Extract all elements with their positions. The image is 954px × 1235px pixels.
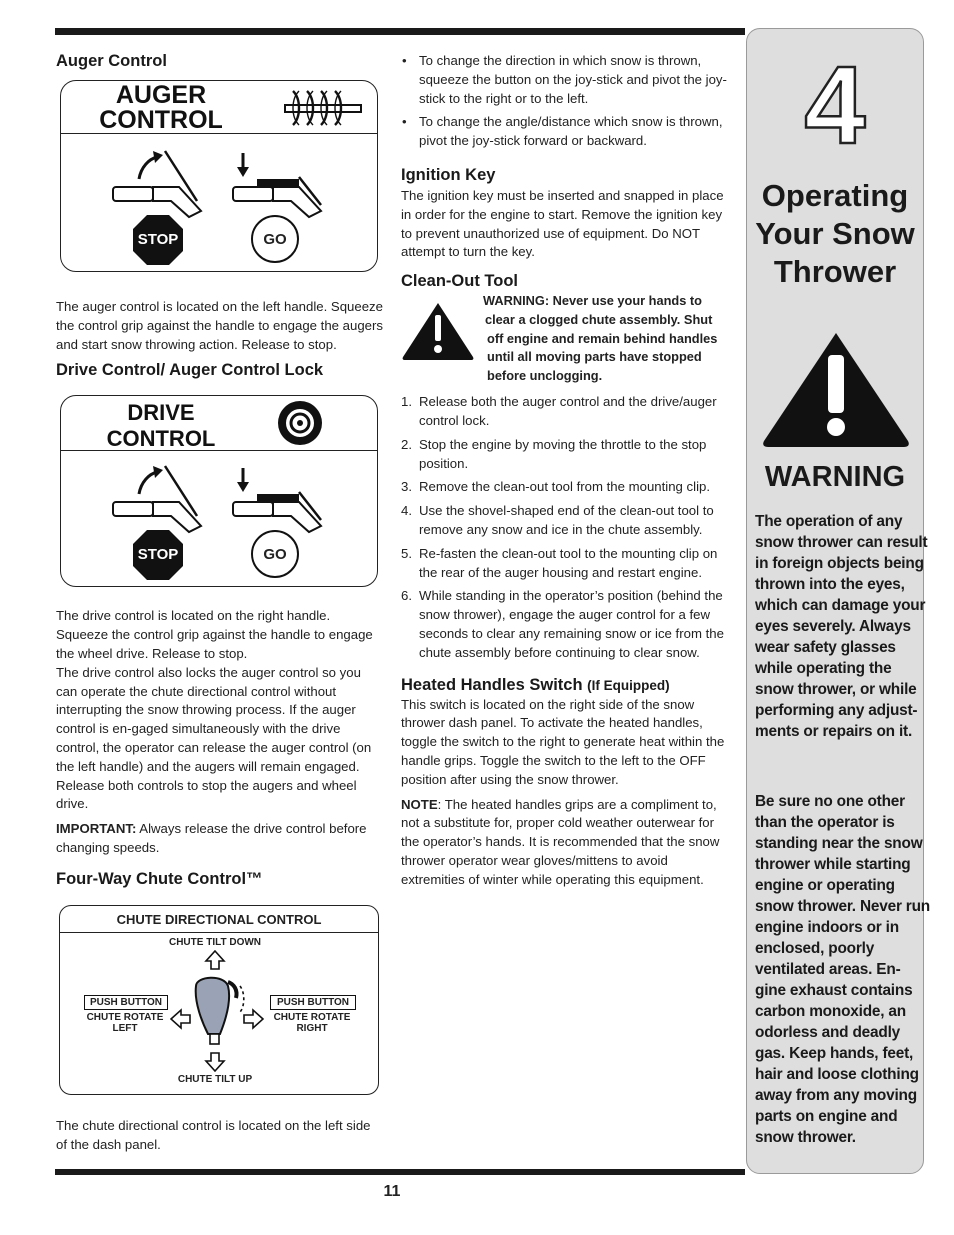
warning-title: WARNING [764,461,906,493]
chapter-sidebar [746,28,930,1174]
ignition-key-heading: Ignition Key [401,165,496,184]
heated-handles-heading: Heated Handles Switch (If Equipped) [401,675,670,694]
tilt-down-label: CHUTE TILT DOWN [168,936,262,948]
drive-lock-text: The drive control also locks the auger control so you can operate the chute directional control without interrupting the snow throwing process. If the auger control is en-gaged simultaneously with the drive control, the operator can release the auger control (on the left handle) and the augers will remain engaged. Release both controls to stop the augers and wheel drive. [56,664,372,812]
warning-text: WARNING: Never use your hands to clear a clogged chute assembly. Shut off engine and remain behind handles until all moving parts have stopped before unclogging. [483,293,718,383]
list-item: 5. Re-fasten the clean-out tool to the mounting clip on the rear of the auger housing and restart engine. [401,545,718,580]
top-rule [55,28,745,35]
auger-icon [283,85,363,131]
clean-out-tool-heading: Clean-Out Tool [401,272,519,291]
drive-control-heading: Drive Control/ Auger Control Lock [56,361,324,380]
tilt-up-label: CHUTE TILT UP [177,1073,253,1085]
stop-label: STOP [137,546,179,564]
list-item: 2. Stop the engine by moving the throttle to the stop position. [401,436,707,471]
column-middle [401,52,731,890]
warning-triangle-icon [401,301,475,361]
decal-title: AUGER CONTROL [99,81,223,134]
list-item: • To change the angle/distance which snow is thrown, pivot the joy-stick forward or backward. [401,113,731,151]
page-number: 11 [383,1183,401,1200]
auger-control-heading: Auger Control [56,52,167,70]
ignition-key-text: The ignition key must be inserted and snapped in place in order for the engine to start. Remove the ignition key to prevent unauthorized use of equipment. Do NOT attempt to turn the key. [401,187,724,260]
arrow-left-icon [170,1008,192,1030]
handle-engage-icon [229,149,339,219]
handle-release-icon [109,464,219,534]
arrow-down-icon [204,1052,226,1072]
chapter-number: 4 [804,44,866,167]
chute-control-heading: Four-Way Chute Control™ [56,869,263,888]
heated-handles-note: NOTE: The heated handles grips are a compliment to, not a substitute for, proper cold weather outerwear for the operator’s hands. It is recommended that the snow thrower operator wear gloves/mittens to avoid extremities of winter while operating this equipment. [401,796,720,887]
chute-decal-title: CHUTE DIRECTIONAL CONTROL [116,911,322,927]
warning-triangle-icon [760,329,912,449]
chute-bullet-list [401,52,731,151]
important-note: IMPORTANT: Always release the drive control before changing speeds. [56,821,367,855]
list-item: 3. Remove the clean-out tool from the mounting clip. [401,479,711,495]
push-button-left: PUSH BUTTON [84,995,168,1010]
list-item: 6. While standing in the operator’s position (behind the snow thrower), engage the auger control for a few seconds to clear any remaining snow or ice from the chute assembly before continuing to clear snow. [401,588,724,660]
wheel-icon [275,398,325,448]
heated-handles-text: This switch is located on the right side of the snow thrower dash panel. To activate the heated handles, toggle the switch to the right to generate heat within the handle grips. Toggle the switch to the left to the OFF position after using the snow thrower. [401,696,725,787]
list-item: 1. Release both the auger control and the drive/auger control lock. [401,394,717,428]
drive-control-text: The drive control is located on the right handle. Squeeze the control grip against the handle to engage the wheel drive. Release to stop. [56,608,373,661]
warning-text-eyes: The operation of any snow thrower can result in foreign objects being thrown into the eyes, which can damage your eyes severely. Always wear safety glasses while operating the snow thrower, or while performing any adjust-ments or repairs on it. [755,513,928,740]
clean-out-warning [401,293,731,388]
arrow-right-icon [242,1008,264,1030]
list-item: 4. Use the shovel-shaped end of the clean-out tool to remove any snow and ice in the chute assembly. [401,503,714,537]
push-button-right: PUSH BUTTON [270,995,356,1010]
warning-text-bystanders: Be sure no one other than the operator is standing near the snow thrower while starting engine or operating snow thrower. Never run engine indoors or in enclosed, poorly ventilated areas. En-gine exhaust contains carbon monoxide, an odorless and deadly gas. Keep hands, feet, hair and loose clothing away from any moving parts on engine and snow thrower. [755,793,930,1146]
rotate-left-label: CHUTE ROTATE LEFT [86,1011,164,1034]
clean-out-steps [401,393,731,662]
decal-title: DRIVE CONTROL [106,400,216,452]
list-item: • To change the direction in which snow is thrown, squeeze the button on the joy-stick and pivot the joy-stick to the right or to the left. [401,52,731,108]
arrow-up-icon [204,950,226,970]
go-label: GO [263,231,287,248]
column-left [56,52,384,1154]
stop-label: STOP [137,231,179,248]
chapter-title: Operating Your Snow Thrower [755,178,915,289]
bottom-rule [55,1169,745,1175]
handle-engage-icon [229,464,339,534]
auger-control-decal [60,80,378,272]
auger-control-text: The auger control is located on the left handle. Squeeze the control grip against the handle to engage the augers and start snow throwing action. Release to stop. [56,299,383,352]
handle-release-icon [109,149,219,219]
chute-control-decal [59,905,379,1095]
rotate-right-label: CHUTE ROTATE RIGHT [273,1011,351,1034]
chute-control-text: The chute directional control is located on the left side of the dash panel. [56,1117,371,1152]
go-label: GO [263,546,287,564]
drive-control-decal [60,395,378,587]
